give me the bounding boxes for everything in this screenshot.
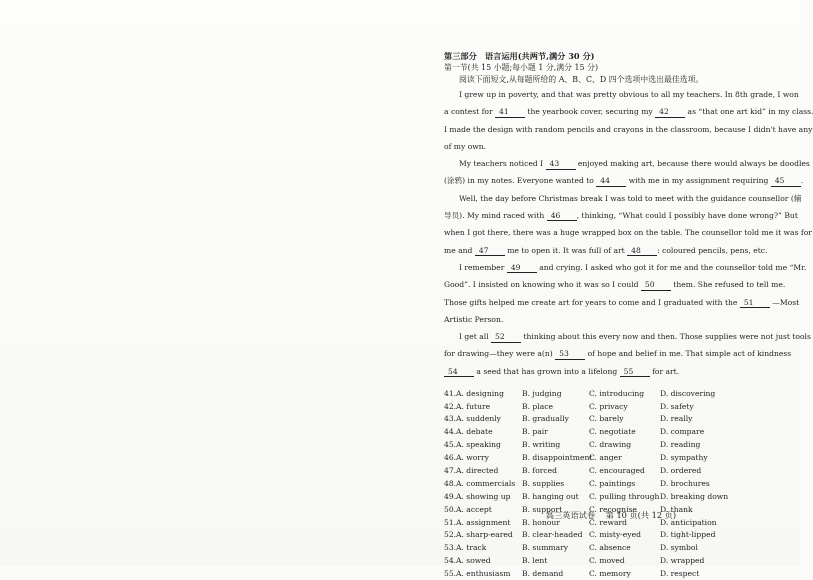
passage-text: of hope and belief in me. That simple act of kindness bbox=[585, 349, 792, 359]
option-a: A. commercials bbox=[456, 478, 516, 488]
exam-title: 高三英语试卷 bbox=[545, 510, 596, 520]
option-d: D. thank bbox=[660, 504, 693, 514]
option-d: D. respect bbox=[660, 569, 700, 579]
option-d: D. tight-lipped bbox=[660, 530, 716, 540]
option-c: C. introducing bbox=[589, 388, 645, 398]
options-list bbox=[444, 387, 778, 580]
blank-46: 46 bbox=[547, 212, 577, 221]
cloze-passage bbox=[444, 90, 813, 385]
passage-text: (涂鸦) in my notes. Everyone wanted to bbox=[444, 176, 597, 186]
question-number: 54. bbox=[444, 556, 457, 566]
option-c: C. moved bbox=[589, 556, 625, 566]
option-a: A. future bbox=[456, 401, 491, 411]
option-row bbox=[444, 568, 778, 580]
option-a: A. sharp-eared bbox=[456, 530, 513, 540]
question-number: 51. bbox=[444, 517, 457, 527]
question-number: 41. bbox=[444, 388, 457, 398]
passage-text: I get all bbox=[459, 332, 492, 342]
option-b: B. support bbox=[522, 504, 563, 514]
exam-section bbox=[444, 51, 813, 580]
option-row bbox=[444, 529, 778, 542]
section-subheading: 第一节(共 15 小题;每小题 1 分,满分 15 分) bbox=[444, 63, 599, 72]
option-c: C. drawing bbox=[589, 440, 632, 450]
passage-line bbox=[444, 107, 813, 125]
option-b: B. clear-headed bbox=[522, 530, 583, 540]
blank-51: 51 bbox=[740, 299, 770, 308]
option-d: D. discovering bbox=[660, 388, 716, 398]
passage-text: and crying. I asked who got it for me and the counsellor told me “Mr. bbox=[536, 262, 807, 272]
option-a: A. directed bbox=[456, 466, 499, 476]
passage-text: enjoyed making art, because there would always be doodles bbox=[575, 159, 810, 169]
passage-line bbox=[444, 176, 804, 194]
blank-44: 44 bbox=[596, 177, 626, 186]
passage-text: for art. bbox=[649, 366, 680, 376]
option-row bbox=[444, 400, 778, 413]
option-b: B. hanging out bbox=[522, 491, 579, 501]
blank-47: 47 bbox=[475, 247, 505, 256]
passage-line bbox=[444, 368, 778, 385]
option-a: A. accept bbox=[456, 504, 492, 514]
page-number: 第 10 页(共 12 页) bbox=[605, 510, 677, 520]
option-row bbox=[444, 477, 778, 490]
passage-line bbox=[444, 316, 778, 333]
option-row bbox=[444, 413, 778, 426]
option-b: B. demand bbox=[522, 569, 564, 579]
option-a: A. sowed bbox=[456, 556, 491, 566]
option-c: C. privacy bbox=[589, 401, 628, 411]
option-row bbox=[444, 439, 778, 452]
passage-text: Artistic Person. bbox=[444, 314, 504, 324]
option-c: C. pulling through bbox=[589, 491, 660, 501]
question-number: 44. bbox=[444, 427, 457, 437]
blank-49: 49 bbox=[507, 264, 537, 273]
passage-text: I made the design with random pencils and crayons in the classroom, because I didn't have any bbox=[444, 124, 813, 134]
blank-42: 42 bbox=[655, 108, 685, 117]
passage-text: when I got there, there was a huge wrapped box on the table. The counsellor told me it was for bbox=[444, 228, 812, 238]
option-b: B. honour bbox=[522, 517, 560, 527]
option-d: D. compare bbox=[660, 427, 705, 437]
option-c: C. recognise bbox=[589, 504, 637, 514]
option-d: D. breaking down bbox=[660, 491, 729, 501]
option-row bbox=[444, 490, 778, 503]
option-b: B. judging bbox=[522, 388, 562, 398]
passage-text: a contest for bbox=[444, 107, 495, 117]
question-number: 47. bbox=[444, 466, 457, 476]
passage-text: with me in my assignment requiring bbox=[626, 176, 771, 186]
option-a: A. showing up bbox=[456, 491, 511, 501]
passage-text: . bbox=[800, 176, 804, 186]
passage-text: : coloured pencils, pens, etc. bbox=[657, 245, 768, 255]
passage-text: Good”. I insisted on knowing who it was so I could bbox=[444, 280, 641, 290]
question-number: 52. bbox=[444, 530, 457, 540]
passage-line bbox=[444, 211, 798, 229]
passage-line bbox=[444, 280, 786, 298]
passage-text: a seed that has grown into a lifelong bbox=[474, 366, 620, 376]
passage-line bbox=[444, 297, 800, 316]
passage-line bbox=[444, 247, 778, 264]
option-d: D. anticipation bbox=[660, 517, 717, 527]
passage-text: Well, the day before Christmas break I was told to meet with the guidance counsellor (辅 bbox=[459, 193, 802, 203]
blank-53: 53 bbox=[555, 350, 585, 359]
option-row bbox=[444, 542, 778, 555]
option-c: C. paintings bbox=[589, 478, 636, 488]
option-a: A. debate bbox=[456, 427, 493, 437]
passage-text: I remember bbox=[459, 262, 507, 272]
passage-text: 导员). My mind raced with bbox=[444, 211, 547, 221]
option-a: A. enthusiasm bbox=[456, 569, 511, 579]
option-c: C. barely bbox=[589, 414, 624, 424]
blank-55: 55 bbox=[620, 368, 650, 377]
question-number: 46. bbox=[444, 453, 457, 463]
passage-text: for drawing—they were a(n) bbox=[444, 349, 556, 359]
question-number: 48. bbox=[444, 478, 457, 488]
option-d: D. really bbox=[660, 414, 693, 424]
question-number: 50. bbox=[444, 504, 457, 514]
option-c: C. negotiate bbox=[589, 427, 636, 437]
passage-text: the yearbook cover, securing my bbox=[525, 107, 656, 117]
option-b: B. gradually bbox=[522, 414, 569, 424]
option-b: B. place bbox=[522, 401, 553, 411]
option-d: D. wrapped bbox=[660, 556, 705, 566]
question-number: 42. bbox=[444, 401, 457, 411]
passage-line bbox=[444, 228, 812, 246]
option-b: B. summary bbox=[522, 543, 569, 553]
option-d: D. reading bbox=[660, 440, 701, 450]
option-row bbox=[444, 464, 778, 477]
question-number: 53. bbox=[444, 543, 457, 553]
page-footer bbox=[444, 510, 778, 521]
option-a: A. worry bbox=[456, 453, 489, 463]
option-d: D. sympathy bbox=[660, 453, 708, 463]
passage-line bbox=[444, 90, 799, 108]
option-a: A. assignment bbox=[456, 517, 511, 527]
blank-52: 52 bbox=[491, 333, 521, 342]
passage-text: I grew up in poverty, and that was pretty obvious to all my teachers. In 8th grade, I won bbox=[459, 90, 799, 99]
option-row bbox=[444, 452, 778, 465]
passage-line bbox=[444, 143, 778, 160]
option-a: A. designing bbox=[456, 388, 504, 398]
question-number: 45. bbox=[444, 440, 457, 450]
passage-line bbox=[444, 124, 813, 143]
blank-48: 48 bbox=[627, 247, 657, 256]
option-a: A. speaking bbox=[456, 440, 501, 450]
option-c: C. anger bbox=[589, 453, 622, 463]
question-number: 43. bbox=[444, 414, 457, 424]
blank-50: 50 bbox=[641, 281, 671, 290]
option-a: A. track bbox=[456, 543, 487, 553]
option-row bbox=[444, 387, 778, 400]
option-a: A. suddenly bbox=[456, 414, 501, 424]
option-b: B. pair bbox=[522, 427, 548, 437]
option-row bbox=[444, 426, 778, 439]
blank-43: 43 bbox=[546, 160, 576, 169]
section-heading: 第三部分 语言运用(共两节,满分 30 分) bbox=[444, 51, 595, 61]
option-b: B. writing bbox=[522, 440, 561, 450]
passage-text: of my own. bbox=[444, 141, 487, 151]
option-b: B. disappointment bbox=[522, 453, 593, 463]
passage-line bbox=[444, 193, 802, 212]
option-row bbox=[444, 555, 778, 568]
blank-45: 45 bbox=[771, 177, 801, 186]
section-instruction: 阅读下面短文,从每题所给的 A、B、C、D 四个选项中选出最佳选项。 bbox=[459, 75, 704, 84]
question-number: 55. bbox=[444, 569, 457, 579]
passage-line bbox=[444, 159, 810, 177]
question-number: 49. bbox=[444, 491, 457, 501]
passage-line bbox=[444, 262, 807, 281]
passage-text: , thinking, “What could I possibly have done wrong?” But bbox=[576, 211, 798, 221]
option-c: C. misty-eyed bbox=[589, 530, 641, 540]
option-d: D. brochures bbox=[660, 478, 710, 488]
option-b: B. supplies bbox=[522, 478, 565, 488]
option-c: C. absence bbox=[589, 543, 631, 553]
passage-text: My teachers noticed I bbox=[459, 159, 546, 169]
passage-text: —Most bbox=[769, 297, 800, 307]
passage-text: thinking about this every now and then. Those supplies were not just tools bbox=[521, 332, 811, 342]
option-b: B. forced bbox=[522, 466, 558, 476]
option-c: C. encouraged bbox=[589, 466, 645, 476]
passage-line bbox=[444, 349, 792, 367]
option-d: D. symbol bbox=[660, 543, 698, 553]
passage-text: them. She refused to tell me. bbox=[670, 280, 786, 290]
passage-text: Those gifts helped me create art for years to come and I graduated with the bbox=[444, 297, 740, 307]
option-d: D. safety bbox=[660, 401, 694, 411]
passage-text: me to open it. It was full of art bbox=[504, 245, 628, 255]
passage-text: me and bbox=[444, 245, 475, 255]
option-c: C. memory bbox=[589, 569, 631, 579]
passage-text: as “that one art kid” in my class. bbox=[685, 107, 813, 117]
blank-41: 41 bbox=[495, 108, 525, 117]
passage-line bbox=[444, 332, 811, 350]
option-b: B. lent bbox=[522, 556, 548, 566]
option-d: D. ordered bbox=[660, 466, 702, 476]
option-c: C. reward bbox=[589, 517, 628, 527]
blank-54: 54 bbox=[444, 368, 474, 377]
